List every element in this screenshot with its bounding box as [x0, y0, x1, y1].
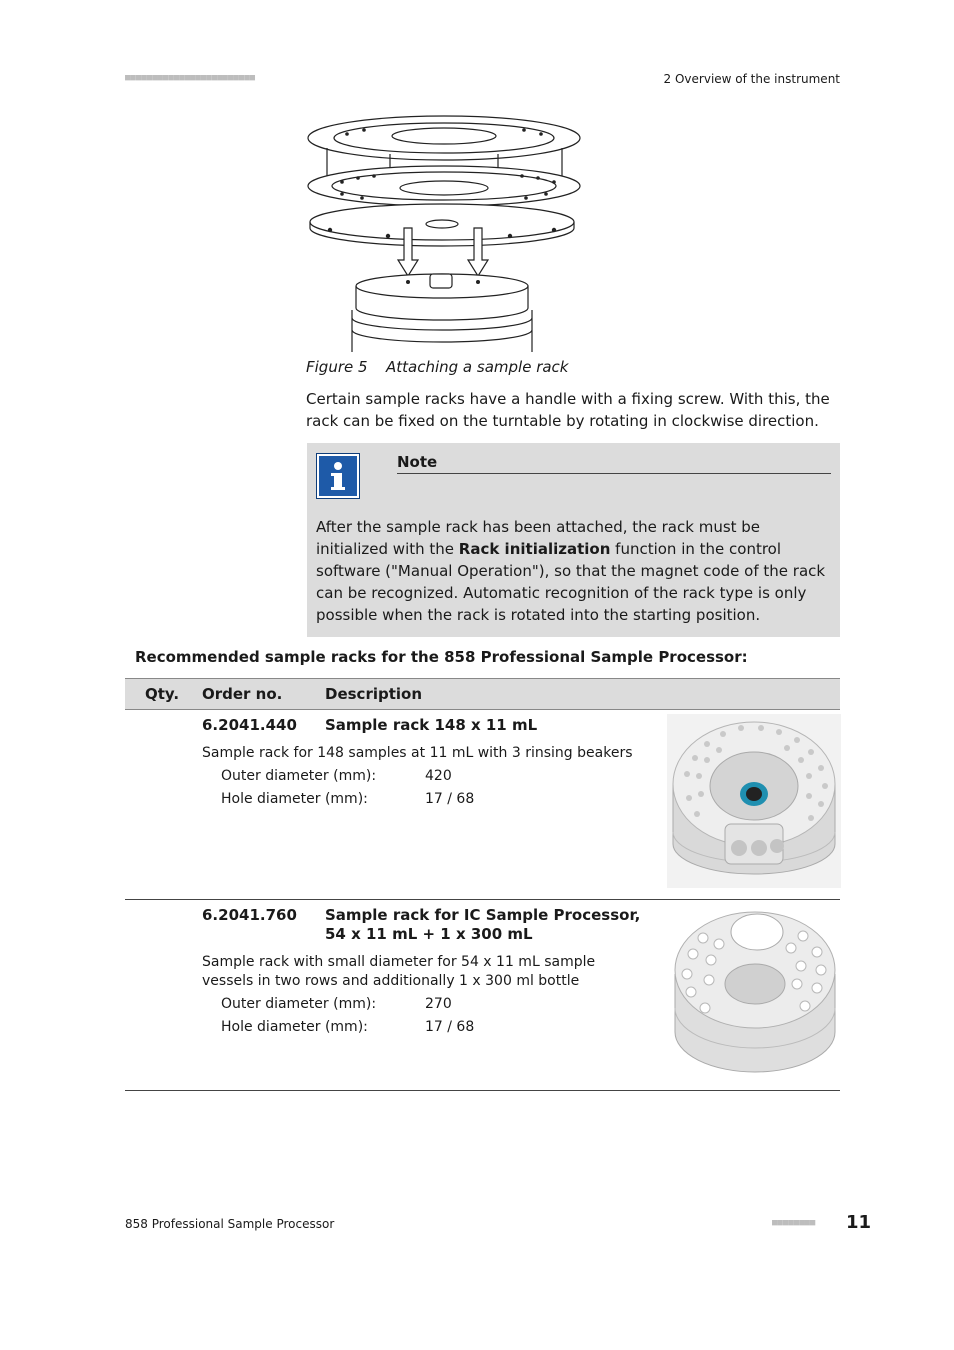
rack-148-photo	[667, 714, 841, 888]
rack-attach-illustration	[302, 110, 590, 352]
col-qty: Qty.	[145, 685, 180, 703]
col-description: Description	[325, 685, 423, 703]
spec-label: Hole diameter (mm):	[221, 791, 368, 807]
note-title: Note	[397, 453, 831, 474]
table-row	[125, 900, 840, 1091]
rack-table	[125, 678, 840, 1091]
spec-value: 17 / 68	[425, 1019, 475, 1035]
footer-product: 858 Professional Sample Processor	[125, 1217, 335, 1231]
product-name: Sample rack 148 x 11 mL	[325, 716, 538, 734]
header-decoration: ■■■■■■■■■■■■■■■■■■■■■■■■	[125, 73, 256, 83]
page-number: 11	[846, 1212, 872, 1233]
note-text-start: After the sample rack has been attached, the rack must be initialized with the	[316, 518, 761, 558]
table-row	[125, 710, 840, 900]
note-emphasis: Rack initialization	[458, 540, 611, 558]
note-body	[316, 516, 836, 626]
spec-label: Outer diameter (mm):	[221, 996, 377, 1012]
chapter-title: 2 Overview of the instrument	[663, 72, 840, 86]
product-name: Sample rack for IC Sample Processor, 54 x 11 mL + 1 x 300 mL	[325, 906, 641, 943]
figure-caption	[306, 358, 569, 376]
info-icon	[316, 453, 360, 499]
spec-value: 17 / 68	[425, 791, 475, 807]
section-heading: Recommended sample racks for the 858 Professional Sample Processor:	[135, 648, 748, 666]
product-description: Sample rack for 148 samples at 11 mL with 3 rinsing beakers	[202, 745, 633, 761]
figure-number: Figure 5	[306, 358, 368, 376]
footer-decoration: ■■■■■■■■	[772, 1218, 816, 1228]
note-text-end: function in the control software ("Manual Operation"), so that the magnet code of the rack can be recognized. Automatic recognition of the rack type is only possible when the rack is rotated into the starting position.	[316, 540, 826, 624]
order-number: 6.2041.440	[202, 716, 297, 734]
col-order: Order no.	[202, 685, 283, 703]
body-paragraph: Certain sample racks have a handle with a fixing screw. With this, the rack can be fixed on the turntable by rotating in clockwise direction.	[306, 390, 830, 430]
note-box	[307, 443, 840, 637]
rack-54-photo	[669, 904, 841, 1078]
spec-value: 420	[425, 768, 452, 784]
spec-value: 270	[425, 996, 452, 1012]
table-header	[125, 678, 840, 710]
product-description: Sample rack with small diameter for 54 x 11 mL sample vessels in two rows and additionally 1 x 300 ml bottle	[202, 954, 596, 989]
order-number: 6.2041.760	[202, 906, 297, 924]
figure-title: Attaching a sample rack	[386, 358, 569, 376]
spec-label: Outer diameter (mm):	[221, 768, 377, 784]
spec-label: Hole diameter (mm):	[221, 1019, 368, 1035]
